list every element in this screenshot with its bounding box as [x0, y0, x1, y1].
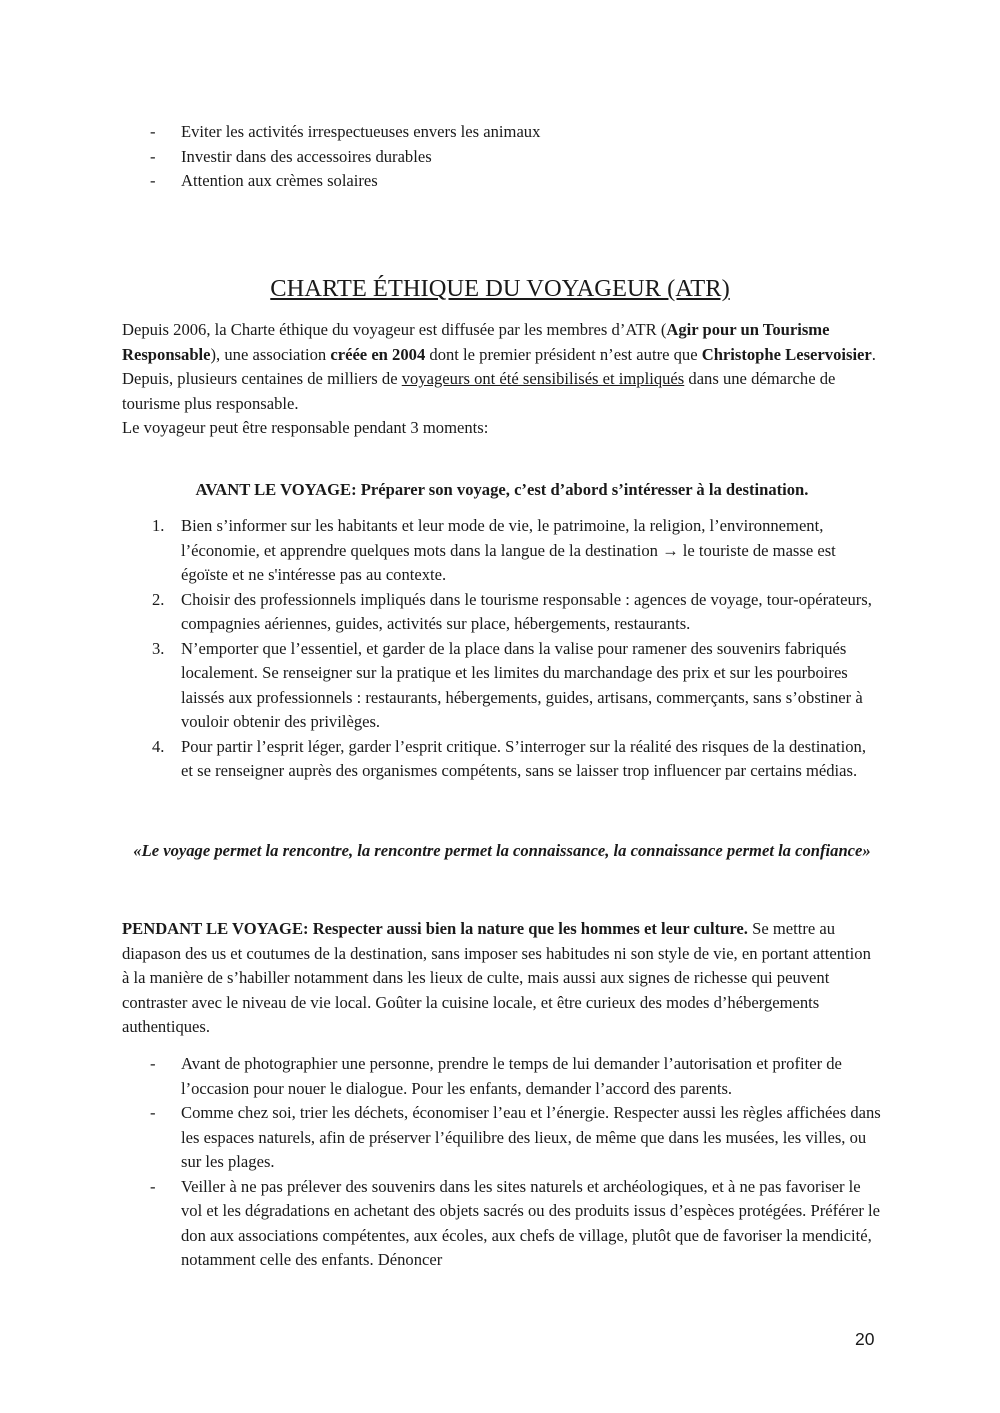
avant-numbered-list	[122, 514, 882, 784]
list-number: 1.	[152, 516, 165, 535]
list-item: - Veiller à ne pas prélever des souvenirs dans les sites naturels et archéologiques, et à ne pas favoriser le vol et les dégradations en achetant des objets sacrés ou des produits issus d’espèces protégées. Préférer le don aux associations compétentes, aux écoles, aux chefs de village, plutôt que de favoriser la mendicité, notamment celle des enfants. Dénoncer	[150, 1176, 881, 1269]
list-item: 4. Pour partir l’esprit léger, garder l’esprit critique. S’interroger sur la réalité des risques de la destination, et se renseigner auprès des organismes compétents, sans se laisser trop influencer par certains médias.	[152, 736, 866, 780]
top-bullet-list	[122, 120, 882, 194]
list-item: 3. N’emporter que l’essentiel, et garder de la place dans la valise pour ramener des souvenirs fabriqués localement. Se renseigner sur la pratique et les limites du marchandage des prix et sur les pourboires laissés aux professionnels : restaurants, hébergements, guides, artisans, commerçants, sans s’obstiner à vouloir obtenir des privilèges.	[152, 638, 863, 731]
avant-list-block	[122, 514, 882, 784]
bullet-dash: -	[150, 1054, 156, 1073]
list-item: 1. Bien s’informer sur les habitants et leur mode de vie, le patrimoine, la religion, l’environnement, l’économie, et apprendre quelques mots dans la langue de la destination → le touriste de masse est égoïste et ne s'intéresse pas au contexte.	[152, 516, 836, 584]
list-item: - Avant de photographier une personne, prendre le temps de lui demander l’autorisation et profiter de l’occasion pour nouer le dialogue. Pour les enfants, demander l’accord des parents.	[150, 1054, 842, 1098]
list-item: - Eviter les activités irrespectueuses envers les animaux	[122, 120, 882, 145]
page-title: CHARTE ÉTHIQUE DU VOYAGEUR (ATR)	[270, 275, 730, 302]
list-item: 2. Choisir des professionnels impliqués dans le tourisme responsable : agences de voyage, tour-opérateurs, compagnies aériennes, guides, activités sur place, hébergements, restaurants.	[152, 589, 872, 633]
page-number: 20	[855, 1329, 875, 1349]
bullet-dash: -	[150, 122, 156, 141]
list-number: 3.	[152, 638, 165, 658]
intro-block	[122, 318, 882, 441]
bullet-dash: -	[150, 1103, 156, 1122]
list-item: - Investir dans des accessoires durables	[122, 145, 882, 170]
avant-heading: AVANT LE VOYAGE: Préparer son voyage, c’est d’abord s’intéresser à la destination.	[195, 480, 809, 499]
pendant-heading: PENDANT LE VOYAGE: Respecter aussi bien la nature que les hommes et leur culture.	[122, 919, 748, 938]
bullet-dash: -	[150, 1176, 156, 1196]
intro-paragraph-3: Le voyageur peut être responsable pendant 3 moments:	[122, 418, 489, 437]
bullet-dash: -	[150, 171, 156, 190]
intro-paragraph-1: Depuis 2006, la Charte éthique du voyageur est diffusée par les membres d’ATR (Agir pour un Tourisme Responsable), une association créée en 2004 dont le premier président n’est autre que Christophe Leservoisier.	[122, 320, 876, 364]
list-number: 4.	[152, 736, 165, 756]
list-item: - Attention aux crèmes solaires	[122, 169, 882, 194]
quote: «Le voyage permet la rencontre, la rencontre permet la connaissance, la connaissance permet la confiance»	[133, 841, 871, 860]
underlined-phrase: voyageurs ont été sensibilisés et impliqués	[401, 369, 685, 388]
pendant-bullet-list	[122, 1052, 882, 1273]
bullet-dash: -	[150, 146, 156, 166]
intro-paragraph-2: Depuis, plusieurs centaines de milliers de voyageurs ont été sensibilisés et impliqués dans une démarche de tourisme plus responsable.	[122, 369, 836, 413]
list-item: - Comme chez soi, trier les déchets, économiser l’eau et l’énergie. Respecter aussi les règles affichées dans les espaces naturels, afin de préserver l’équilibre des lieux, de même que dans les musées, les villes, ou sur les plages.	[150, 1103, 881, 1171]
pendant-paragraph: PENDANT LE VOYAGE: Respecter aussi bien la nature que les hommes et leur culture. Se mettre au diapason des us et coutumes de la destination, sans imposer ses habitudes ni son style de vie, en portant attention à la manière de s’habiller notamment dans les lieux de culte, mais aussi aux signes de richesse qui peuvent contraster avec le niveau de vie local. Goûter la cuisine locale, et être curieux des modes d’hébergements authentiques.	[122, 919, 871, 1036]
list-number: 2.	[152, 589, 165, 609]
top-list-block	[122, 120, 882, 194]
pendant-list-block	[122, 1052, 882, 1273]
